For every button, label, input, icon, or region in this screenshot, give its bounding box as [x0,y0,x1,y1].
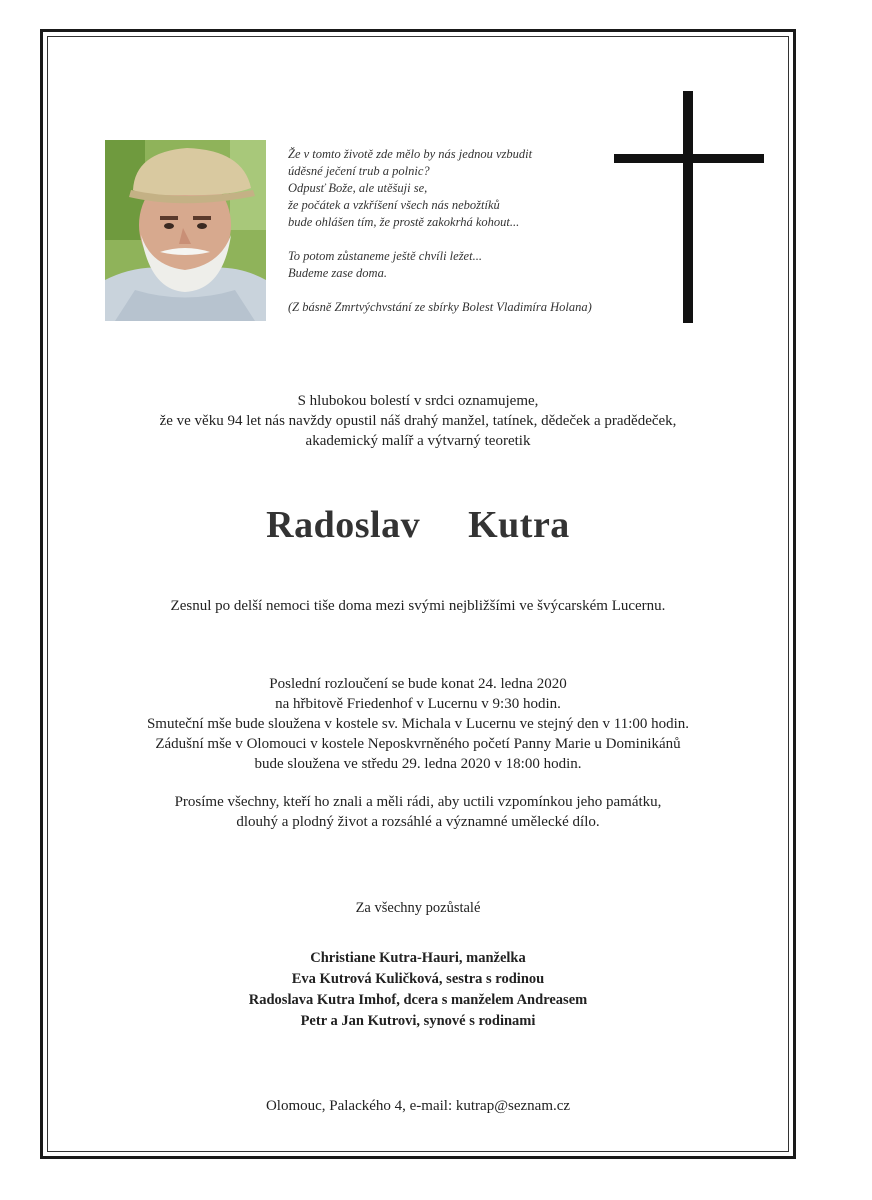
on-behalf-label: Za všechny pozůstalé [355,900,481,916]
portrait-photo [105,140,266,321]
contact-address: Olomouc, Palackého 4, e-mail: kutrap@seznam.cz [265,1098,571,1114]
survivor-entry: Eva Kutrová Kuličková, sestra s rodinou [291,971,545,987]
deceased-name: Radoslav Kutra [266,504,570,546]
funeral-line: Smuteční mše bude sloužena v kostele sv. Michala v Lucernu ve stejný den v 11:00 hodin. [146,716,690,732]
announcement-line: akademický malíř a výtvarný teoretik [305,433,531,449]
poem-line: Že v tomto životě zde mělo by nás jednou vzbudit [288,147,533,161]
request-line: dlouhý a plodný život a rozsáhlé a významné umělecké dílo. [236,814,600,830]
funeral-line: Zádušní mše v Olomouci v kostele Neposkvrněného početí Panny Marie u Dominikánů [155,736,681,752]
funeral-line: Poslední rozloučení se bude konat 24. ledna 2020 [269,676,567,692]
request-line: Prosíme všechny, kteří ho znali a měli rádi, aby uctili vzpomínkou jeho památku, [174,794,662,810]
funeral-line: bude sloužena ve středu 29. ledna 2020 v 18:00 hodin. [254,756,582,772]
funeral-details [47,674,789,774]
poem-source: (Z básně Zmrtvýchvstání ze sbírky Bolest Vladimíra Holana) [288,300,592,314]
poem-spacer [288,282,618,299]
survivor-entry: Christiane Kutra-Hauri, manželka [310,950,526,966]
poem-line: úděsné ječení trub a polnic? [288,164,430,178]
announcement-line: S hlubokou bolestí v srdci oznamujeme, [297,393,539,409]
funeral-line: na hřbitově Friedenhof v Lucernu v 9:30 hodin. [275,696,561,712]
cross-horizontal-bar [614,154,764,163]
poem-block [288,146,618,316]
poem-line: Budeme zase doma. [288,266,387,280]
poem-line: bude ohlášen tím, že prostě zakokrhá kohout... [288,215,520,229]
survivor-entry: Radoslava Kutra Imhof, dcera s manželem Andreasem [248,992,588,1008]
poem-spacer [288,231,618,248]
announcement [47,391,789,451]
memorial-request [47,792,789,832]
survivor-entry: Petr a Jan Kutrovi, synové s rodinami [300,1013,536,1029]
death-note: Zesnul po delší nemoci tiše doma mezi svými nejbližšími ve švýcarském Lucernu. [170,598,666,614]
poem-line: To potom zůstaneme ještě chvíli ležet... [288,249,482,263]
poem-line: že počátek a vzkříšení všech nás nebožtíků [288,198,500,212]
survivors-list [47,948,789,1032]
announcement-line: že ve věku 94 let nás navždy opustil náš drahý manžel, tatínek, dědeček a pradědeček, [159,413,677,429]
cross-vertical-bar [683,91,693,323]
poem-line: Odpusť Bože, ale utěšuji se, [288,181,428,195]
